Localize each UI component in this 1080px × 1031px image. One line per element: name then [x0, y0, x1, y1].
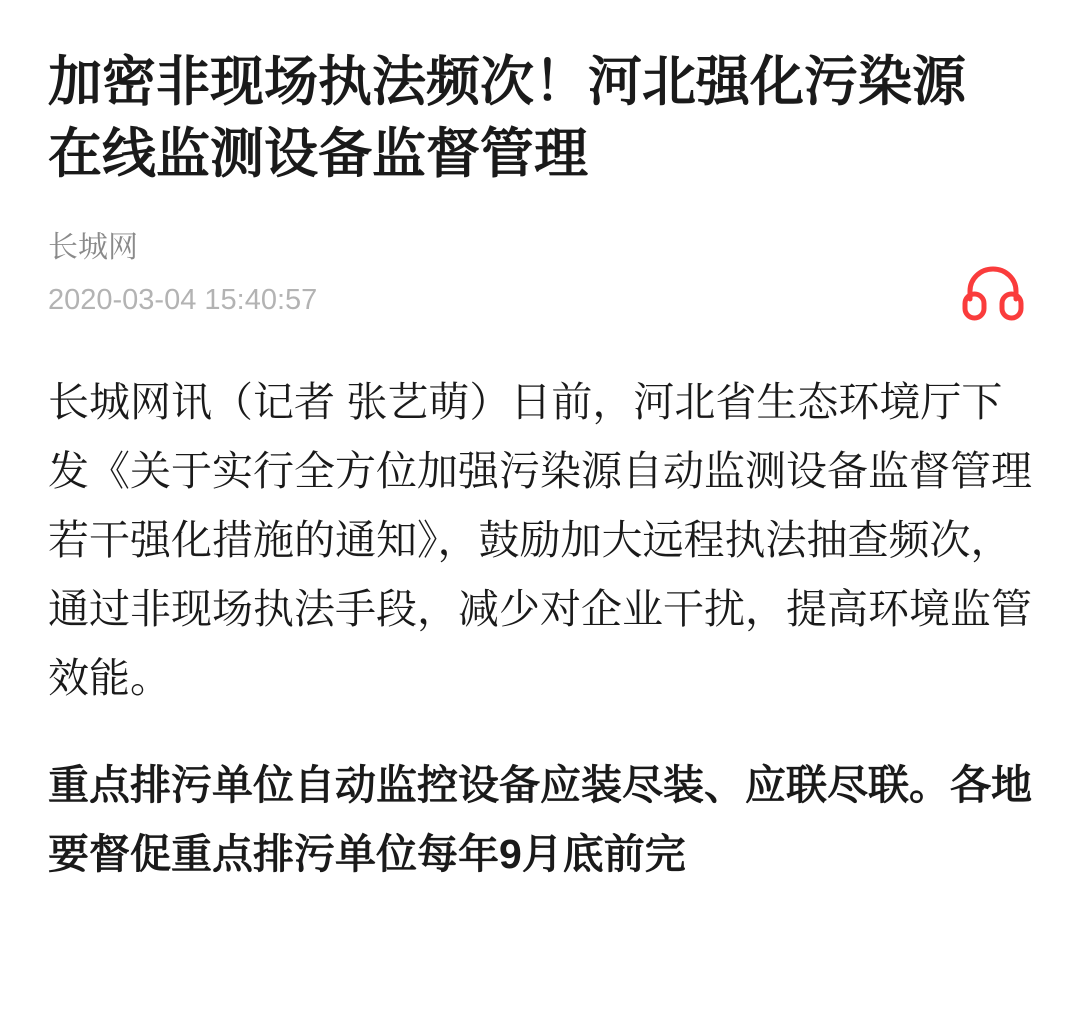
page-title: 加密非现场执法频次！河北强化污染源在线监测设备监督管理	[48, 52, 966, 185]
headphones-icon[interactable]	[962, 261, 1024, 323]
article-source: 长城网	[48, 230, 138, 264]
article-meta	[48, 225, 1032, 321]
body-paragraph: 重点排污单位自动监控设备应装尽装、应联尽联。各地要督促重点排污单位每年9月底前完	[48, 761, 1032, 877]
article-body	[48, 368, 1032, 888]
article-timestamp: 2020-03-04 15:40:57	[48, 283, 318, 316]
body-paragraph: 长城网讯（记者 张艺萌）日前，河北省生态环境厅下发《关于实行全方位加强污染源自动监测设备监督管理若干强化措施的通知》，鼓励加大远程执法抽查频次，通过非现场执法手段，减少对企业干扰，提高环境监管效能。	[48, 379, 1032, 701]
